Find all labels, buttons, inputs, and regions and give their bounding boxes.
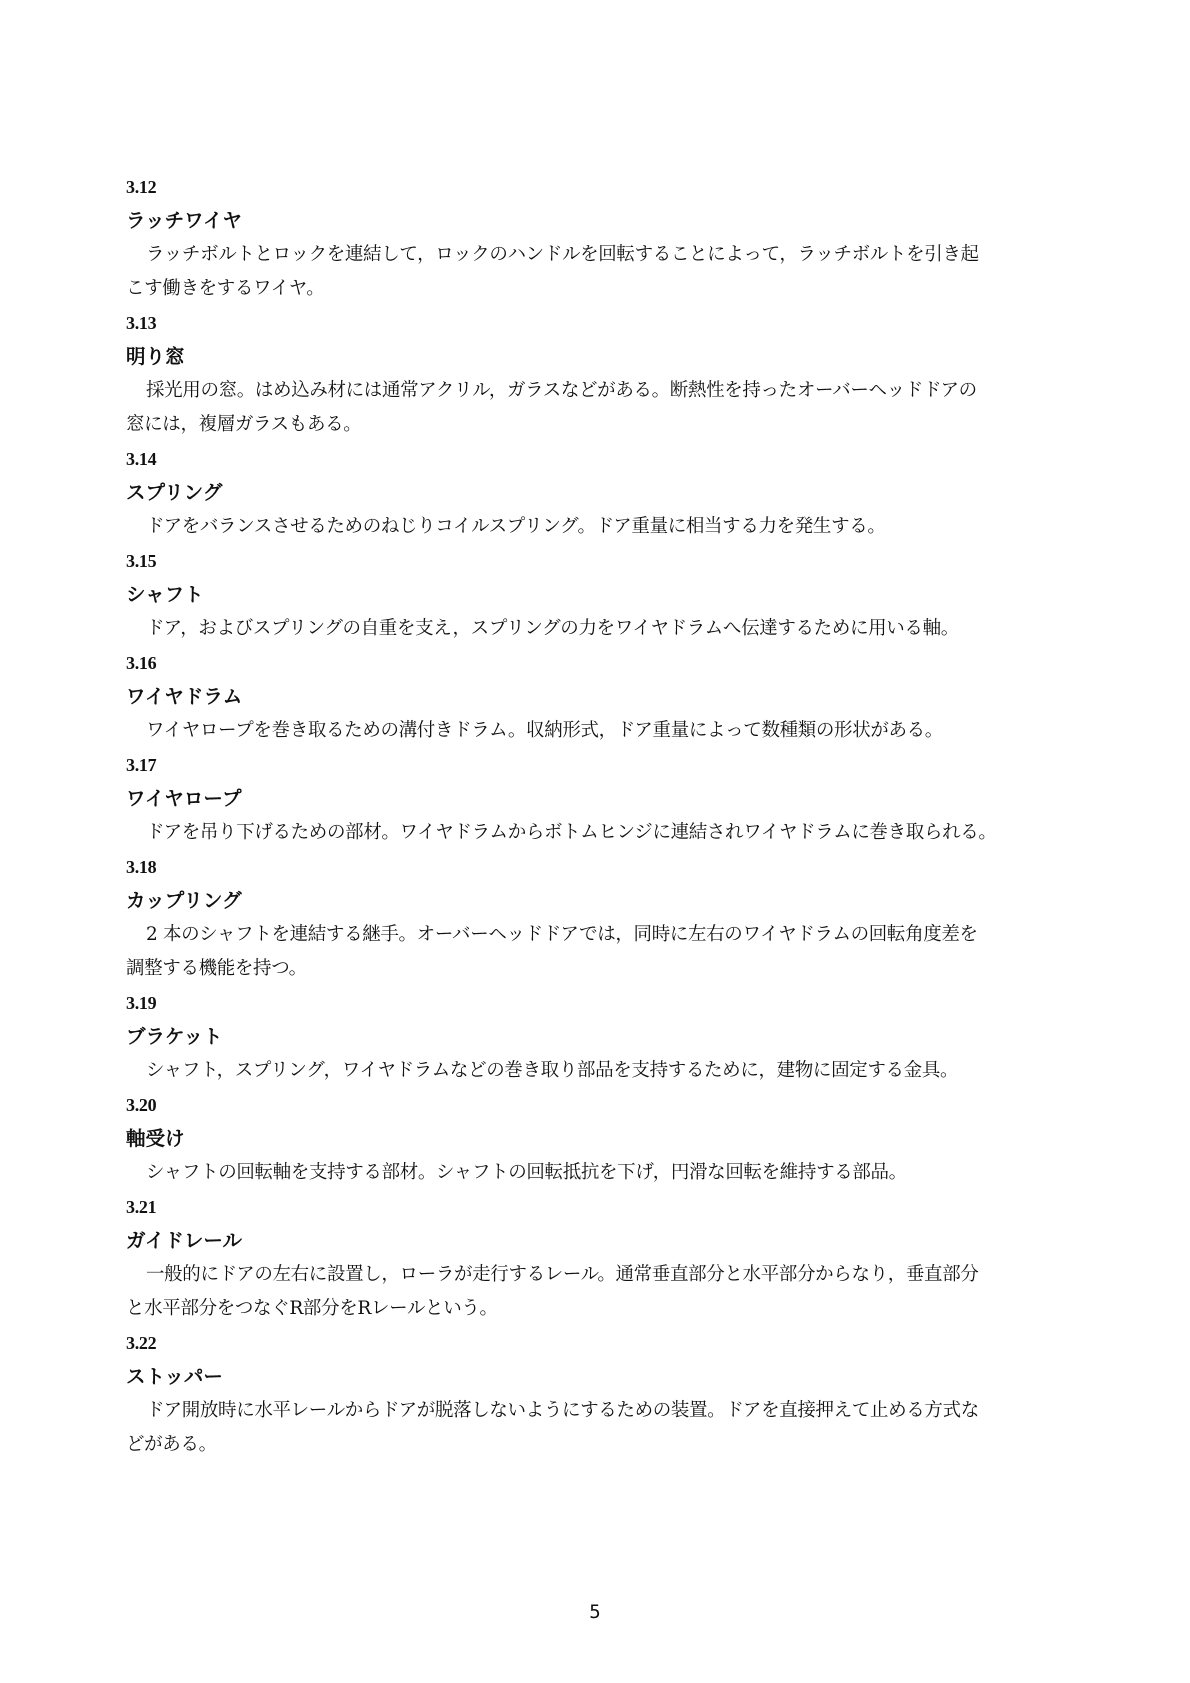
definitions-list [126,170,1076,1462]
clause-number: 3.14 [126,449,157,469]
term-description [126,1394,1076,1462]
clause-number: 3.13 [126,313,157,333]
term-description [126,918,1076,986]
definition-entry [126,1088,1076,1190]
description-line: 2 本のシャフトを連結する継手。オーバーヘッドドアでは，同時に左右のワイヤドラムの回転角度差を [146,924,978,945]
term-heading: ガイドレール [126,1229,243,1252]
term-description [126,714,1076,748]
definition-entry [126,1190,1076,1326]
description-line: シャフト，スプリング，ワイヤドラムなどの巻き取り部品を支持するために，建物に固定する金具。 [146,1060,959,1081]
definition-entry [126,748,1076,850]
definition-entry [126,646,1076,748]
term-heading: スプリング [126,481,223,504]
clause-number: 3.17 [126,755,157,775]
definition-entry [126,1326,1076,1462]
clause-number: 3.12 [126,177,157,197]
term-heading: 軸受け [126,1127,185,1150]
term-heading: カップリング [126,889,242,912]
term-description [126,1156,1076,1190]
clause-number: 3.15 [126,551,157,571]
description-line: ドアを吊り下げるための部材。ワイヤドラムからボトムヒンジに連結されワイヤドラムに巻き取られる。 [146,822,997,843]
term-heading: シャフト [126,583,204,606]
description-line: 採光用の窓。はめ込み材には通常アクリル，ガラスなどがある。断熱性を持ったオーバーヘッドドアの [146,380,977,401]
description-line: どがある。 [126,1434,217,1455]
term-heading: ストッパー [126,1365,223,1388]
description-line: ドア，およびスプリングの自重を支え，スプリングの力をワイヤドラムへ伝達するために用いる軸。 [146,618,959,639]
description-line: シャフトの回転軸を支持する部材。シャフトの回転抵抗を下げ，円滑な回転を維持する部品。 [146,1162,907,1183]
definition-entry [126,306,1076,442]
clause-number: 3.21 [126,1197,157,1217]
description-line: ドア開放時に水平レールからドアが脱落しないようにするための装置。ドアを直接押えて止める方式な [146,1400,979,1421]
description-line: 調整する機能を持つ。 [126,958,307,979]
definition-entry [126,544,1076,646]
clause-number: 3.22 [126,1333,157,1353]
definition-entry [126,442,1076,544]
term-heading: 明り窓 [126,345,185,368]
term-heading: ブラケット [126,1025,223,1048]
term-heading: ワイヤロープ [126,787,242,810]
description-line: ドアをバランスさせるためのねじりコイルスプリング。ドア重量に相当する力を発生する。 [146,516,886,537]
definition-entry [126,986,1076,1088]
term-heading: ワイヤドラム [126,685,243,708]
term-description [126,374,1076,442]
description-line: と水平部分をつなぐR部分をRレールという。 [126,1298,498,1319]
term-description [126,612,1076,646]
description-line: 窓には，複層ガラスもある。 [126,414,362,435]
term-description [126,1054,1076,1088]
term-heading: ラッチワイヤ [126,209,243,232]
term-description [126,238,1076,306]
description-line: 一般的にドアの左右に設置し，ローラが走行するレール。通常垂直部分と水平部分からなり，垂直部分 [146,1264,979,1285]
term-description [126,510,1076,544]
definition-entry [126,170,1076,306]
clause-number: 3.18 [126,857,157,877]
description-line: ワイヤロープを巻き取るための溝付きドラム。収納形式，ドア重量によって数種類の形状がある。 [146,720,943,741]
clause-number: 3.20 [126,1095,157,1115]
term-description [126,816,1076,850]
page-number: 5 [589,1601,601,1623]
description-line: ラッチボルトとロックを連結して，ロックのハンドルを回転することによって，ラッチボルトを引き起 [146,244,979,265]
clause-number: 3.16 [126,653,157,673]
term-description [126,1258,1076,1326]
description-line: こす働きをするワイヤ。 [126,278,325,299]
definition-entry [126,850,1076,986]
clause-number: 3.19 [126,993,157,1013]
